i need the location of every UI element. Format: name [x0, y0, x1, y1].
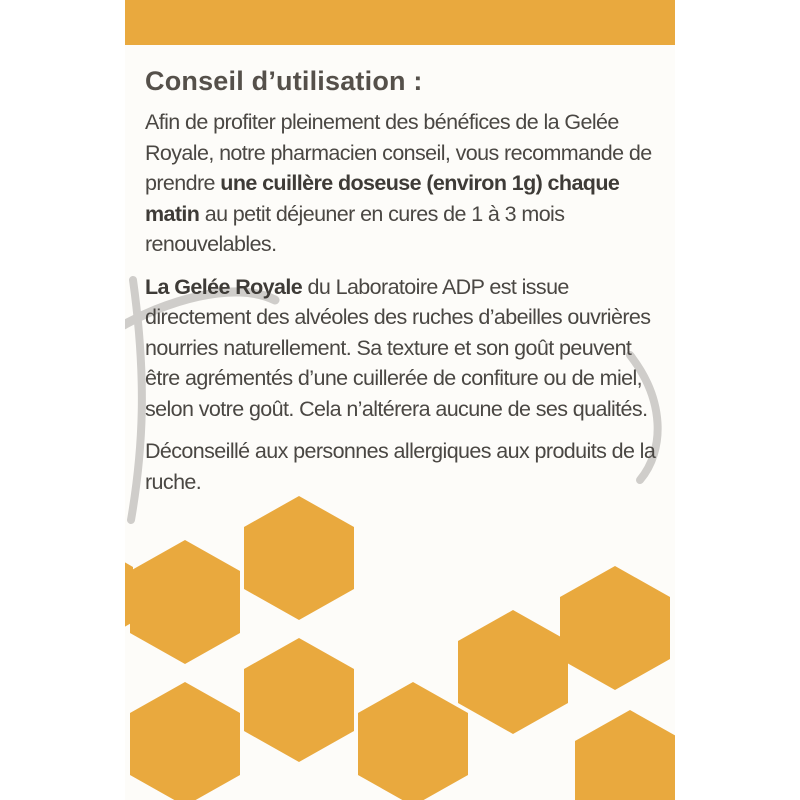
- honeycomb-cell: [358, 682, 468, 800]
- dosage-emphasis: une cuillère doseuse (environ 1g) chaque matin: [145, 171, 620, 226]
- honeycomb-cell: [244, 496, 354, 620]
- dosage-paragraph: [145, 107, 665, 260]
- usage-advice-section: [145, 66, 665, 509]
- dosage-text-end: au petit déjeuner en cures de 1 à 3 mois renouvelables.: [145, 201, 565, 256]
- honeycomb-cell: [125, 560, 133, 629]
- honeycomb-cell: [244, 638, 354, 762]
- product-name-emphasis: La Gelée Royale: [145, 274, 303, 299]
- warning-paragraph: Déconseillé aux personnes allergiques aux produits de la ruche.: [145, 439, 656, 494]
- honeycomb-cell: [458, 610, 568, 734]
- honeycomb-cell: [560, 566, 670, 690]
- dosage-text-start: Afin de profiter pleinement des bénéfices de la Gelée Royale, notre pharmacien conseil, vous recommande de prendre: [145, 110, 652, 195]
- honeycomb-cell: [130, 682, 240, 800]
- label-panel: [125, 0, 675, 800]
- section-heading: Conseil d’utilisation :: [145, 66, 423, 96]
- product-description-text: du Laboratoire ADP est issue directement des alvéoles des ruches d’abeilles ouvrières nourries naturellement. Sa texture et son goût peuvent être agrémentés d’une cuillerée de confiture ou de miel, selon votre goût. Cela n’altérera aucune de ses qualités.: [145, 274, 651, 421]
- product-description-paragraph: [145, 272, 665, 425]
- honeycomb-cell: [575, 710, 675, 800]
- honeycomb-pattern: [125, 496, 675, 800]
- honeycomb-cell: [130, 540, 240, 664]
